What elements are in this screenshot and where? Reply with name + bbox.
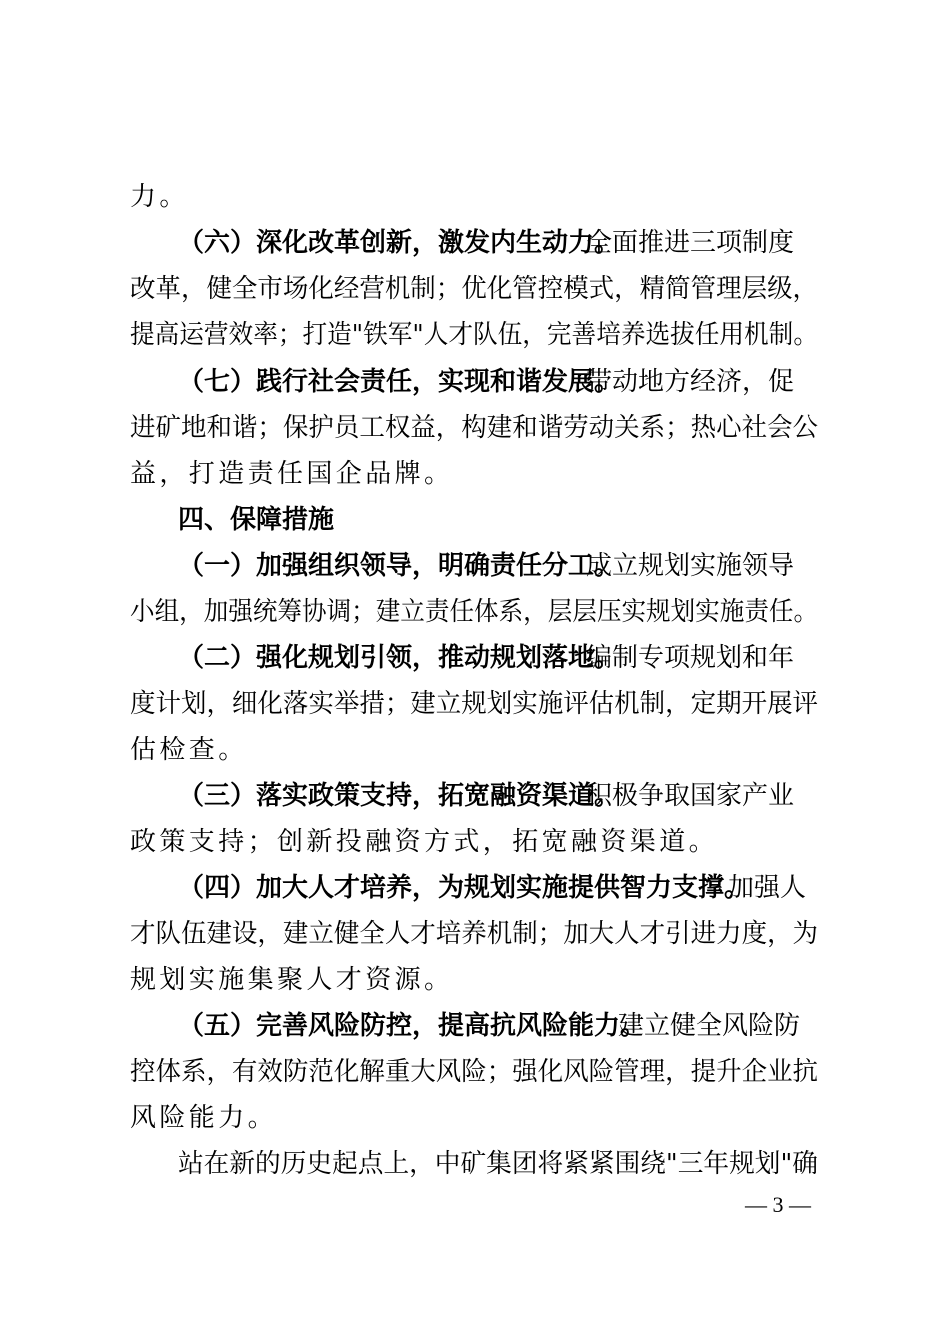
text: 成立规划实施领导 [586,551,795,581]
text: 站在新的历史起点上，中矿集团将紧紧围绕"三年规划"确 [178,1149,818,1179]
text: 进矿地和谐；保护员工权益，构建和谐劳动关系；热心社会公 [130,413,819,443]
section-heading: 四、保障措施 [178,505,335,535]
text: 风险能力。 [130,1103,278,1133]
text: 加强人 [728,873,807,903]
line-14 [0,773,950,819]
text: 政策支持；创新投融资方式，拓宽融资渠道。 [130,827,719,857]
line-10 [7,589,905,635]
line-9 [0,543,950,589]
line-6 [3,405,934,451]
line-13 [0,727,950,773]
line-17 [3,911,934,957]
text: 改革，健全市场化经营机制；优化管控模式，精简管理层级， [130,274,819,304]
text: 规划实施集聚人才资源。 [130,965,454,995]
line-4 [7,312,907,358]
bold-heading: （五）完善风险防控，提高抗风险能力。 [178,1011,647,1041]
text: 益，打造责任国企品牌。 [130,459,454,489]
bold-heading: （七）践行社会责任，实现和谐发展。 [178,367,621,397]
text: 力。 [130,182,189,212]
text: 编制专项规划和年 [586,643,795,673]
text: 度计划，细化落实举措；建立规划实施评估机制，定期开展评 [130,689,819,719]
bold-heading: （三）落实政策支持，拓宽融资渠道。 [178,781,621,811]
bold-heading: （一）加强组织领导，明确责任分工。 [178,551,621,581]
line-3 [3,266,934,312]
text: 估检查。 [130,735,248,765]
page-number: — 3 — [745,1192,811,1217]
text: 提高运营效率；打造"铁军"人才队伍，完善培养选拔任用机制。 [130,320,818,350]
line-12 [3,681,934,727]
line-18 [0,957,950,1003]
text: 建立健全风险防 [618,1011,801,1041]
line-8 [0,497,950,543]
line-15 [0,819,950,865]
line-7 [0,451,950,497]
line-22 [2,1141,940,1187]
text: 全面推进三项制度 [586,228,795,258]
bold-heading: （四）加大人才培养，为规划实施提供智力支撑。 [178,873,751,903]
line-5 [0,359,950,405]
bold-heading: （六）深化改革创新，激发内生动力。 [178,228,621,258]
text: 带动地方经济，促 [586,367,795,397]
line-19 [0,1003,950,1049]
line-16 [0,865,950,911]
text: 积极争取国家产业 [586,781,795,811]
line-20 [3,1049,934,1095]
line-21 [0,1095,950,1141]
line-11 [0,635,950,681]
bold-heading: （二）强化规划引领，推动规划落地。 [178,643,621,673]
text: 控体系，有效防范化解重大风险；强化风险管理，提升企业抗 [130,1057,819,1087]
line-1 [0,174,950,220]
line-2 [0,220,950,266]
text: 才队伍建设，建立健全人才培养机制；加大人才引进力度，为 [130,919,819,949]
text: 小组，加强统筹协调；建立责任体系，层层压实规划实施责任。 [130,597,819,627]
